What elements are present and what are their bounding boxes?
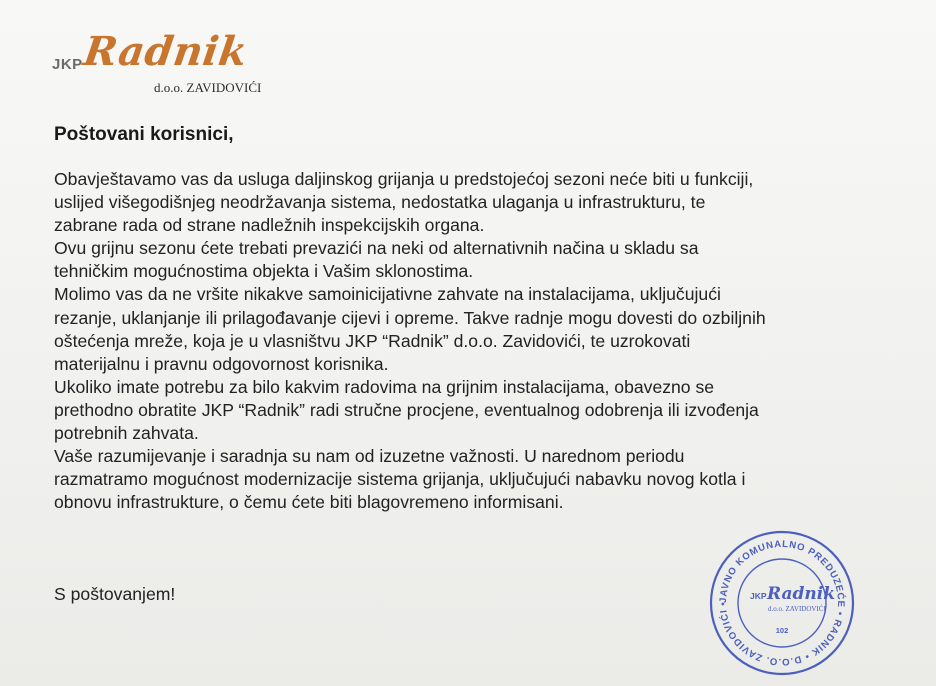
body-line: zabrane rada od strane nadležnih inspekcijskih organa.	[54, 215, 485, 236]
body-line: Vaše razumijevanje i saradnja su nam od izuzetne važnosti. U narednom periodu	[54, 446, 685, 467]
body-line: Obavještavamo vas da usluga daljinskog grijanja u predstojećoj sezoni neće biti u funkciji,	[54, 169, 754, 189]
body-line: obnovu infrastrukture, o čemu ćete biti blagovremeno informisani.	[54, 492, 564, 513]
logo-subtitle: d.o.o. ZAVIDOVIĆI	[154, 80, 262, 95]
body-line: potrebnih zahvata.	[54, 423, 199, 444]
body-line: uslijed višegodišnjeg neodržavanja sistema, nedostatka ulaganja u infrastrukturu, te	[54, 192, 706, 213]
stamp-brand: Radnik	[767, 584, 836, 604]
body-line: materijalnu i pravnu odgovornost korisnika.	[54, 353, 389, 374]
letter-body	[54, 168, 894, 514]
body-line: oštećenja mreže, koja je u vlasništvu JKP “Radnik” d.o.o. Zavidovići, te uzrokovati	[54, 330, 691, 351]
body-line: tehničkim mogućnostima objekta i Vašim sklonostima.	[54, 261, 474, 282]
letter-greeting: Poštovani korisnici,	[54, 124, 234, 145]
company-logo	[52, 28, 272, 98]
body-line: prethodno obratite JKP “Radnik” radi stručne procjene, eventualnog odobrenja ili izvođenja	[54, 399, 759, 420]
stamp-prefix: JKP	[750, 591, 767, 601]
stamp-subtitle: d.o.o. ZAVIDOVIĆI	[768, 605, 826, 613]
stamp-number: 102	[775, 626, 789, 635]
logo-prefix: JKP	[52, 56, 83, 73]
company-stamp	[706, 527, 858, 679]
body-line: rezanje, uklanjanje ili prilagođavanje cijevi i opreme. Takve radnje mogu dovesti do ozbiljnih	[54, 307, 766, 328]
body-line: Ukoliko imate potrebu za bilo kakvim radovima na grijnim instalacijama, obavezno se	[54, 376, 715, 397]
letter-closing: S poštovanjem!	[54, 584, 176, 604]
body-line: Ovu grijnu sezonu ćete trebati prevazići na neki od alternativnih načina u skladu sa	[54, 238, 699, 259]
body-line: razmatramo mogućnost modernizacije sistema grijanja, uključujući nabavku novog kotla i	[54, 469, 746, 490]
stamp-graphic	[706, 527, 858, 679]
body-line: Molimo vas da ne vršite nikakve samoinicijativne zahvate na instalacijama, uključujući	[54, 284, 721, 305]
logo-brand: Radnik	[80, 28, 251, 75]
stamp-ring-text: JAVNO KOMUNALNO PREDUZEĆE • RADNIK • D.O.O. ZAVIDOVIĆI •	[717, 538, 847, 668]
